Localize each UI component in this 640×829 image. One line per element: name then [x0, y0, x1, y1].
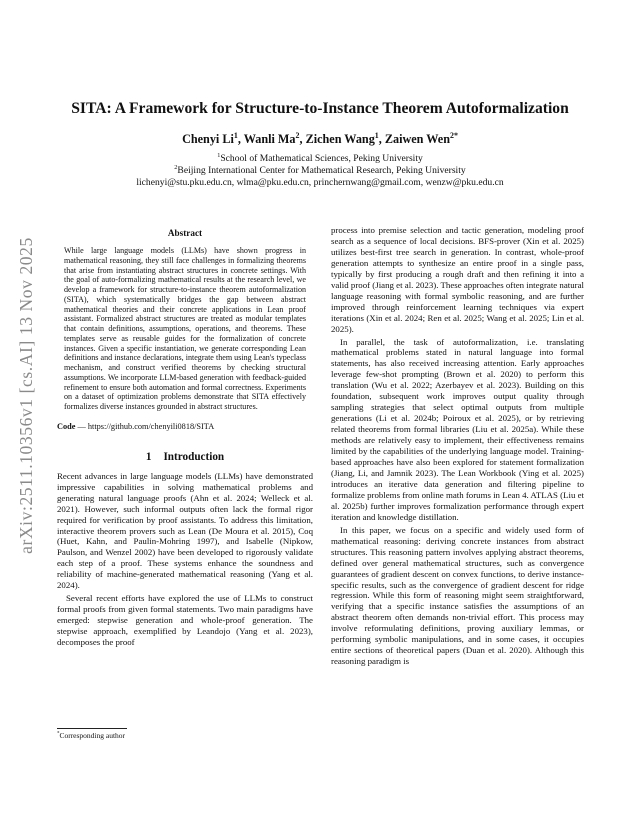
section-title: Introduction: [163, 450, 225, 463]
paragraph-right-2: In parallel, the task of autoformalization, i.e. translating mathematical problems stated in natural language into formal statements, has also received increasing attention. Early approaches leverage few-shot prompting (Brown et al. 2020) to perform this translation (Wu et al. 2022; Azerbayev et al. 2023). Building on this foundation, subsequent work improves output quality through sampling strategies that select optimal outputs from multiple generations (Li et al. 2024b; Poiroux et al. 2025), or by retrieving related theorems from formal libraries (Liu et al. 2025a). While these methods are relatively easy to implement, their effectiveness remains limited by the capabilities of the underlying language model. Training-based approaches have also been explored for statement formalization (Jiang, Li, and Jamnik 2023). The Lean Workbook (Ying et al. 2025) introduces an iterative data generation and filtering pipeline to formalize problems from online math forums in Lean 4. ATLAS (Liu et al. 2025b) further improves formalization performance through expert iteration and knowledge distillation.: [331, 336, 584, 522]
author-affiliation-mark: 2*: [450, 130, 458, 140]
author-affiliation-mark: 1: [374, 130, 379, 140]
affiliation-line: [40, 165, 600, 176]
code-link-line: [57, 422, 313, 431]
author-affiliation-mark: 2: [295, 130, 300, 140]
abstract-heading: Abstract: [167, 228, 203, 238]
footnote-content: Corresponding author: [59, 731, 126, 740]
right-column: [331, 225, 584, 667]
author-name: Wanli Ma: [243, 132, 296, 146]
footnote-rule: [57, 728, 127, 729]
abstract-text: While large language models (LLMs) have shown progress in mathematical reasoning, they still face challenges in formalizing theorems that arise from instantiating abstract structures in concrete settings. With the goal of auto-formalizing mathematical results at the research level, we develop a framework for structure-to-instance theorem autoformalization (SITA), which systematically bridges the gap between abstract mathematical theories and their concrete applications in Lean proof assistant. Formalized abstract structures are treated as modular templates that contain definitions, assumptions, operations, and theorems. These templates serve as reusable guides for the formalization of concrete instances. Given a specific instantiation, we generate corresponding Lean definitions and instance declarations, integrate them using Lean's typeclass mechanism, and construct verified theorems by checking structural assumptions. We incorporate LLM-based generation with feedback-guided refinement to ensure both automation and formal correctness. Experiments on a dataset of optimization problems demonstrate that SITA effectively formalizes diverse instances grounded in abstract structures.: [64, 246, 306, 411]
author-separator: ,: [378, 132, 385, 146]
affiliation-line: [40, 153, 600, 164]
author-name: Chenyi Li: [182, 132, 234, 146]
affiliation-text: Beijing International Center for Mathematical Research, Peking University: [177, 165, 466, 176]
section-heading: [57, 451, 313, 463]
left-column: [57, 228, 313, 648]
paragraph-intro-2: Several recent efforts have explored the use of LLMs to construct formal proofs from given formal statements. Two main paradigms have emerged: stepwise generation and whole-proof generation. The stepwise approach, exemplified by Leandojo (Yang et al. 2023), decomposes the proof: [57, 593, 313, 648]
author-emails: lichenyi@stu.pku.edu.cn, wlma@pku.edu.cn, princhernwang@gmail.com, wenzw@pku.edu.cn: [136, 177, 504, 188]
footnote-text: [57, 731, 313, 740]
section-number: 1: [145, 450, 152, 463]
author-name: Zaiwen Wen: [384, 132, 450, 146]
paragraph-right-3: In this paper, we focus on a specific and widely used form of mathematical reasoning: deriving concrete instances from abstract structures. This reasoning pattern involves applying abstract theorems, defined over general mathematical structures, such as convergence guarantees of gradient descent on convex functions, to derive instance-specific results, such as the convergence of gradient descent for ridge regression. While this form of reasoning might seem straightforward, verifying that a specific instance satisfies the assumptions of an abstract theorem often demands non-trivial effort. This process may involve reformulating definitions, proving auxiliary lemmas, or performing symbolic manipulations, and in some cases, it occupies entire sections of theoretical papers (Duan et al. 2020). Although this reasoning paradigm is: [331, 524, 584, 667]
affiliation-text: School of Mathematical Sciences, Peking University: [220, 153, 423, 164]
author-separator: ,: [299, 132, 306, 146]
author-affiliation-mark: 1: [233, 130, 238, 140]
arxiv-sidebar-stamp: [6, 200, 46, 590]
code-url[interactable]: — https://github.com/chenyili0818/SITA: [75, 421, 215, 431]
affiliation-mark: 1: [217, 151, 221, 159]
paragraph-intro-1: Recent advances in large language models (LLMs) have demonstrated impressive capabilities in solving mathematical problems and generating natural language proofs (Ahn et al. 2024; Welleck et al. 2021). However, such informal outputs often lack the formal rigor required for verification by proof assistants. To address this limitation, interactive theorem provers such as Lean (De Moura et al. 2015), Coq (Huet, Kahn, and Paulin-Mohring 1997), and Isabelle (Nipkow, Paulson, and Wenzel 2002) have been developed to rigorously validate each step of a proof. These systems enhance the soundness and reliability of machine-generated mathematical reasoning (Yang et al. 2024).: [57, 470, 313, 591]
author-separator: ,: [237, 132, 244, 146]
footnote: [57, 728, 313, 740]
affiliation-mark: 2: [174, 163, 178, 171]
paper-title: SITA: A Framework for Structure-to-Instance Theorem Autoformalization: [71, 100, 569, 117]
author-name: Zichen Wang: [305, 132, 375, 146]
code-label: Code: [57, 421, 76, 431]
author-list: [40, 132, 600, 147]
arxiv-identifier: arXiv:2511.10356v1 [cs.AI] 13 Nov 2025: [15, 236, 36, 554]
paragraph-right-1: process into premise selection and tactic generation, modeling proof search as a sequence of local decisions. BFS-prover (Xin et al. 2025) utilizes best-first tree search in generation. In contrast, whole-proof generation attempts to synthesize an entire proof in a single pass, typically by first producing a rough draft and then refining it into a valid proof (Jiang et al. 2023). These approaches often integrate natural language reasoning with formal symbolic reasoning, and are further improved through reinforcement learning techniques via expert iterations (Xin et al. 2024; Ren et al. 2025; Wang et al. 2025; Lin et al. 2025).: [331, 225, 584, 334]
footnote-mark: *: [57, 731, 60, 737]
